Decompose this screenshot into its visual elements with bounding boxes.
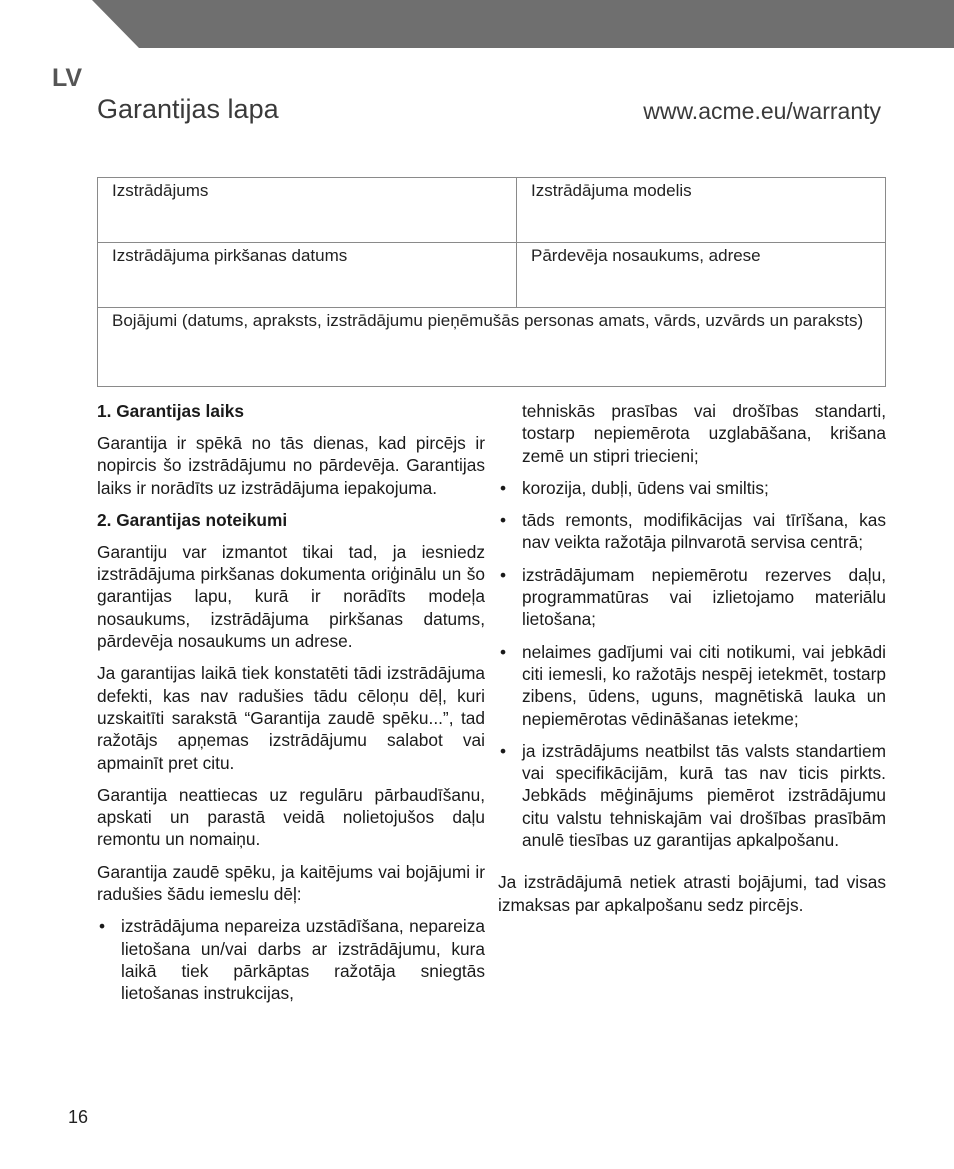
section-heading-terms: 2. Garantijas noteikumi (97, 509, 288, 530)
list-item-continuation (498, 400, 886, 467)
bullet-icon: • (500, 477, 507, 498)
list-item-text: izstrādājuma nepareiza uzstādīšana, nepareiza lietošana un/vai darbs ar izstrādājumu, kura laikā tiek pārkāptas ražotāja sniegtās lietošanas instrukcijas, (121, 916, 485, 1004)
right-column (498, 400, 886, 926)
list-item-text: tehniskās prasības vai drošības standarti, tostarp nepiemērota uzglabāšana, krišana zemē un stipri triecieni; (522, 401, 886, 466)
left-column (97, 400, 485, 1015)
list-item-text: tāds remonts, modifikācijas vai tīrīšana, kas nav veikta ražotāja pilnvarotā servisa centrā; (522, 510, 886, 553)
list-item-text: korozija, dubļi, ūdens vai smiltis; (522, 477, 769, 498)
warranty-url: www.acme.eu/warranty (643, 98, 881, 124)
exclusion-list-continued (498, 400, 886, 851)
list-item-text: nelaimes gadījumi vai citi notikumi, vai jebkādi citi iemesli, ko ražotājs nespēj ietekmēt, tostarp zibens, ūdens, uguns, magnētiskā lauka un nepiemērotas vēdināšanas ietekme; (522, 641, 886, 729)
bullet-icon: • (500, 564, 507, 585)
exclusion-list (97, 915, 485, 1004)
page-number: 16 (68, 1107, 89, 1127)
paragraph: Ja garantijas laikā tiek konstatēti tādi izstrādājuma defekti, kas nav radušies tādu cēloņu dēļ, kuri uzskaitīti sarakstā “Garantija zaudē spēku...”, tad ražotājs apņemas izstrādājumu salabot vai apmainīt pret citu. (97, 663, 485, 773)
paragraph: Garantija zaudē spēku, ja kaitējums vai bojājumi ir radušies šādu iemeslu dēļ: (97, 861, 485, 905)
paragraph: Garantija ir spēkā no tās dienas, kad pircējs ir nopircis šo izstrādājumu no pārdevēja. Garantijas laiks ir norādīts uz izstrādājuma iepakojuma. (97, 433, 485, 498)
closing-paragraph: Ja izstrādājumā netiek atrasti bojājumi, tad visas izmaksas par apkalpošanu sedz pircējs. (498, 872, 886, 915)
list-item (498, 509, 886, 554)
seller-field[interactable]: Pārdevēja nosaukums, adrese (517, 243, 886, 308)
language-code: LV (52, 64, 83, 92)
list-item (498, 740, 886, 851)
damage-field[interactable]: Bojājumi (datums, apraksts, izstrādājumu pieņēmušās personas amats, vārds, uzvārds un paraksts) (98, 308, 886, 387)
bullet-icon: • (500, 740, 507, 761)
list-item (498, 477, 886, 499)
bullet-icon: • (500, 641, 507, 662)
bullet-icon: • (500, 510, 507, 531)
paragraph: Garantija neattiecas uz regulāru pārbaudīšanu, apskati un parastā veidā nolietojušos daļu remontu un nomaiņu. (97, 784, 485, 850)
section-heading-period: 1. Garantijas laiks (97, 401, 244, 421)
list-item (498, 641, 886, 730)
list-item-text: ja izstrādājums neatbilst tās valsts standartiem vai specifikācijām, kurā tas nav ticis pirkts. Jebkāds mēģinājums piemērot izstrādājumu citu valstu tehniskajām vai drošības prasībām anulē tiesības uz garantijas apkalpošanu. (522, 740, 886, 851)
product-field[interactable]: Izstrādājums (98, 178, 517, 243)
purchase-date-field[interactable]: Izstrādājuma pirkšanas datums (98, 243, 517, 308)
list-item (498, 564, 886, 631)
warranty-form-table (97, 177, 886, 387)
list-item-text: izstrādājumam nepiemērotu rezerves daļu, programmatūras vai izlietojamo materiālu lietošana; (522, 564, 886, 630)
list-item (97, 915, 485, 1004)
header-band (0, 0, 954, 48)
model-field[interactable]: Izstrādājuma modelis (517, 178, 886, 243)
bullet-icon: • (99, 916, 106, 937)
page-title: Garantijas lapa (97, 94, 279, 124)
paragraph: Garantiju var izmantot tikai tad, ja iesniedz izstrādājuma pirkšanas dokumenta oriģinālu un šo garantijas lapu, kurā ir norādīts modeļa nosaukums, izstrādājuma pirkšanas datums, pārdevēja nosaukums un adrese. (97, 541, 485, 652)
